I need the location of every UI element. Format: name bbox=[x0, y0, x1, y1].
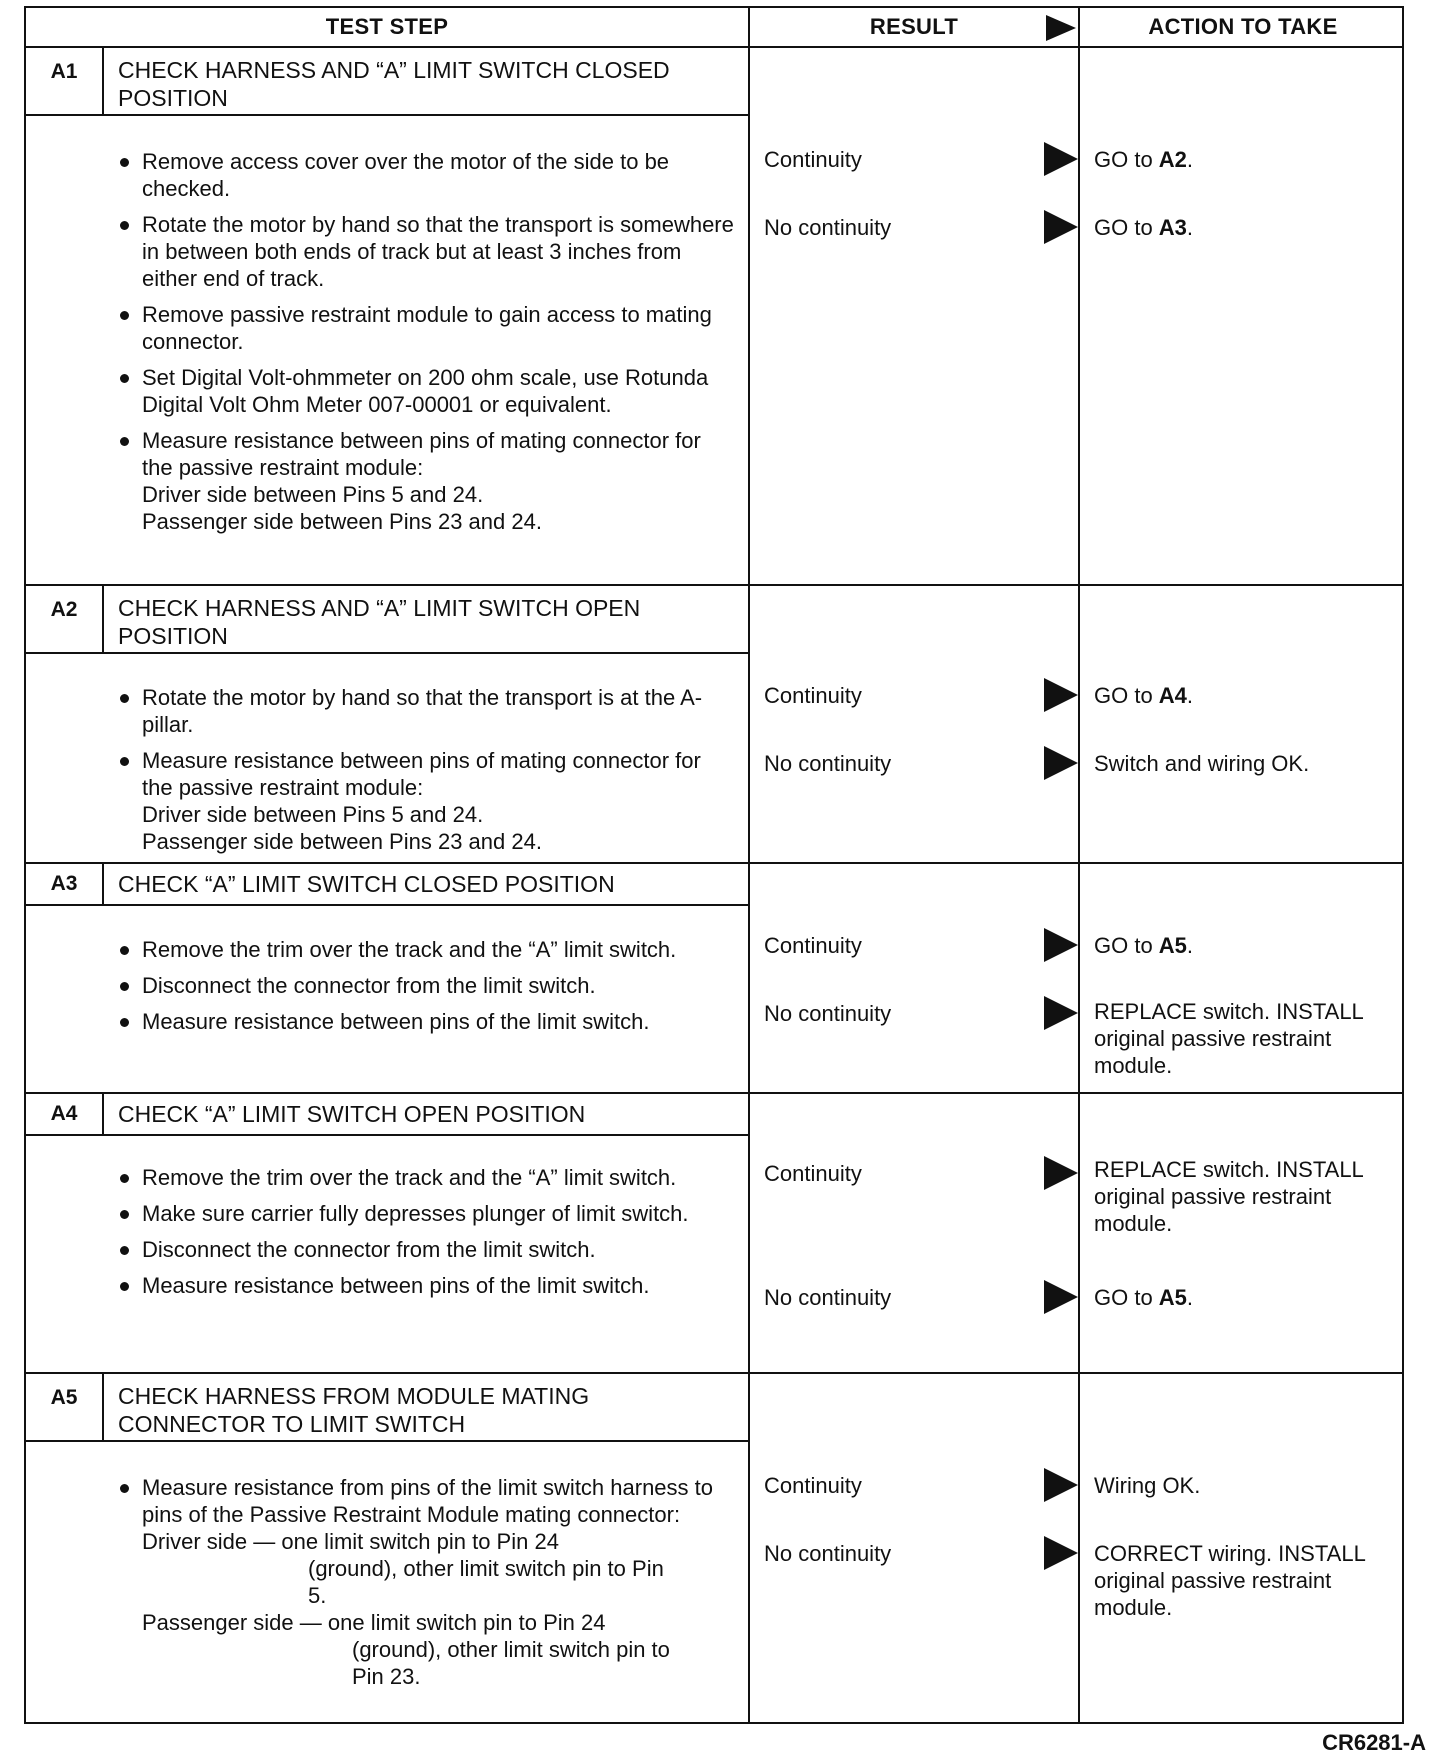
test-step-cell bbox=[26, 586, 750, 862]
bullet-item bbox=[118, 747, 734, 855]
step-id: A1 bbox=[26, 48, 104, 114]
bullet-item bbox=[118, 1474, 734, 1690]
result-text: No continuity bbox=[764, 1541, 892, 1566]
step-header bbox=[26, 1094, 750, 1136]
arrow-right-icon bbox=[1044, 142, 1078, 176]
action-text: Wiring OK. bbox=[1094, 1473, 1201, 1498]
result-cell bbox=[750, 586, 1080, 862]
driver-side-line: Driver side between Pins 5 and 24. bbox=[142, 802, 484, 827]
step-bullets bbox=[118, 148, 734, 544]
passenger-side-line: Pin 23. bbox=[352, 1664, 421, 1689]
arrow-right-icon bbox=[1044, 678, 1078, 712]
bullet-item: Rotate the motor by hand so that the transport is at the A-pillar. bbox=[118, 684, 734, 738]
action-cell bbox=[1080, 864, 1406, 1092]
arrow-right-icon bbox=[1044, 1536, 1078, 1570]
result-row bbox=[750, 1468, 1080, 1502]
bullet-item: Rotate the motor by hand so that the transport is somewhere in between both ends of track but at least 3 inches from either end of track. bbox=[118, 211, 734, 292]
result-cell bbox=[750, 1094, 1080, 1372]
arrow-right-icon bbox=[1044, 1468, 1078, 1502]
action-text: REPLACE switch. INSTALL original passive restraint module. bbox=[1094, 1157, 1363, 1236]
step-a5 bbox=[26, 1374, 1402, 1722]
step-title: CHECK HARNESS AND “A” LIMIT SWITCH CLOSED POSITION bbox=[118, 57, 670, 111]
result-row bbox=[750, 1156, 1080, 1190]
result-text: No continuity bbox=[764, 215, 892, 240]
action-text: Switch and wiring OK. bbox=[1094, 751, 1310, 776]
header-result: RESULT bbox=[750, 8, 1080, 46]
bullet-item: Disconnect the connector from the limit switch. bbox=[118, 972, 734, 999]
test-step-cell bbox=[26, 1094, 750, 1372]
result-row bbox=[750, 928, 1080, 962]
step-header bbox=[26, 586, 750, 654]
bullet-item: Make sure carrier fully depresses plunger of limit switch. bbox=[118, 1200, 734, 1227]
step-bullets bbox=[118, 684, 734, 864]
bullet-item: Remove the trim over the track and the “A” limit switch. bbox=[118, 936, 734, 963]
header-test-step: TEST STEP bbox=[26, 8, 750, 46]
action-cell bbox=[1080, 48, 1406, 584]
bullet-item bbox=[118, 427, 734, 535]
bullet-text: Measure resistance from pins of the limit switch harness to pins of the Passive Restraint Module mating connector: bbox=[142, 1475, 714, 1527]
result-row bbox=[750, 1280, 1080, 1314]
step-id: A3 bbox=[26, 864, 104, 904]
result-cell bbox=[750, 864, 1080, 1092]
result-text: Continuity bbox=[764, 1473, 862, 1498]
step-title: CHECK HARNESS FROM MODULE MATING CONNECTOR TO LIMIT SWITCH bbox=[118, 1383, 590, 1437]
action-text: CORRECT wiring. INSTALL original passive restraint module. bbox=[1094, 1541, 1365, 1620]
result-row bbox=[750, 210, 1080, 244]
action-text: REPLACE switch. INSTALL original passive restraint module. bbox=[1094, 999, 1363, 1078]
result-text: No continuity bbox=[764, 1285, 892, 1310]
step-a4 bbox=[26, 1094, 1402, 1374]
arrow-right-icon bbox=[1044, 996, 1078, 1030]
result-row bbox=[750, 678, 1080, 712]
test-step-cell bbox=[26, 864, 750, 1092]
passenger-side-line: Passenger side — one limit switch pin to Pin 24 bbox=[142, 1610, 606, 1635]
bullet-item: Remove passive restraint module to gain access to mating connector. bbox=[118, 301, 734, 355]
result-row bbox=[750, 996, 1080, 1030]
bullet-text: Measure resistance between pins of mating connector for the passive restraint module: bbox=[142, 748, 701, 800]
bullet-item: Measure resistance between pins of the limit switch. bbox=[118, 1008, 734, 1035]
step-title: CHECK “A” LIMIT SWITCH CLOSED POSITION bbox=[118, 871, 615, 897]
step-header bbox=[26, 48, 750, 116]
action-cell bbox=[1080, 586, 1406, 862]
result-cell bbox=[750, 48, 1080, 584]
arrow-right-icon bbox=[1044, 210, 1078, 244]
step-a3 bbox=[26, 864, 1402, 1094]
step-id: A2 bbox=[26, 586, 104, 652]
action-text: GO to A5. bbox=[1094, 1285, 1194, 1310]
result-row bbox=[750, 142, 1080, 176]
arrow-right-icon bbox=[1044, 1280, 1078, 1314]
step-title: CHECK HARNESS AND “A” LIMIT SWITCH OPEN POSITION bbox=[118, 595, 641, 649]
step-header bbox=[26, 864, 750, 906]
result-text: No continuity bbox=[764, 751, 892, 776]
step-bullets bbox=[118, 936, 734, 1044]
result-row bbox=[750, 746, 1080, 780]
action-text: GO to A3. bbox=[1094, 215, 1194, 240]
passenger-side-line: (ground), other limit switch pin to bbox=[352, 1637, 670, 1662]
figure-code: CR6281-A bbox=[1322, 1730, 1426, 1755]
bullet-item: Remove the trim over the track and the “A” limit switch. bbox=[118, 1164, 734, 1191]
test-step-cell bbox=[26, 1374, 750, 1722]
arrow-right-icon bbox=[1044, 746, 1078, 780]
bullet-item: Disconnect the connector from the limit switch. bbox=[118, 1236, 734, 1263]
action-text: GO to A4. bbox=[1094, 683, 1194, 708]
action-text: GO to A5. bbox=[1094, 933, 1194, 958]
bullet-item: Remove access cover over the motor of the side to be checked. bbox=[118, 148, 734, 202]
table-header bbox=[26, 8, 1402, 48]
step-title: CHECK “A” LIMIT SWITCH OPEN POSITION bbox=[118, 1101, 586, 1127]
step-id: A4 bbox=[26, 1094, 104, 1134]
step-a2 bbox=[26, 586, 1402, 864]
action-cell bbox=[1080, 1374, 1406, 1722]
step-a1 bbox=[26, 48, 1402, 586]
action-cell bbox=[1080, 1094, 1406, 1372]
step-id: A5 bbox=[26, 1374, 104, 1440]
test-step-cell bbox=[26, 48, 750, 584]
step-header bbox=[26, 1374, 750, 1442]
bullet-item: Measure resistance between pins of the limit switch. bbox=[118, 1272, 734, 1299]
driver-side-line: (ground), other limit switch pin to Pin bbox=[308, 1556, 664, 1581]
step-bullets bbox=[118, 1474, 734, 1699]
action-text: GO to A2. bbox=[1094, 147, 1194, 172]
arrow-right-icon bbox=[1044, 928, 1078, 962]
arrow-right-icon bbox=[1044, 1156, 1078, 1190]
passenger-side-line: Passenger side between Pins 23 and 24. bbox=[142, 509, 542, 534]
result-text: No continuity bbox=[764, 1001, 892, 1026]
passenger-side-line: Passenger side between Pins 23 and 24. bbox=[142, 829, 542, 854]
result-text: Continuity bbox=[764, 1161, 862, 1186]
driver-side-line: Driver side — one limit switch pin to Pin 24 bbox=[142, 1529, 559, 1554]
bullet-item: Set Digital Volt-ohmmeter on 200 ohm scale, use Rotunda Digital Volt Ohm Meter 007-00001 or equivalent. bbox=[118, 364, 734, 418]
diagnostic-table bbox=[24, 6, 1404, 1724]
result-row bbox=[750, 1536, 1080, 1570]
result-text: Continuity bbox=[764, 147, 862, 172]
bullet-text: Measure resistance between pins of mating connector for the passive restraint module: bbox=[142, 428, 701, 480]
result-text: Continuity bbox=[764, 683, 862, 708]
arrow-right-icon bbox=[1046, 15, 1076, 41]
step-bullets bbox=[118, 1164, 734, 1308]
driver-side-line: 5. bbox=[308, 1583, 327, 1608]
header-action: ACTION TO TAKE bbox=[1148, 14, 1338, 39]
result-cell bbox=[750, 1374, 1080, 1722]
result-text: Continuity bbox=[764, 933, 862, 958]
driver-side-line: Driver side between Pins 5 and 24. bbox=[142, 482, 484, 507]
